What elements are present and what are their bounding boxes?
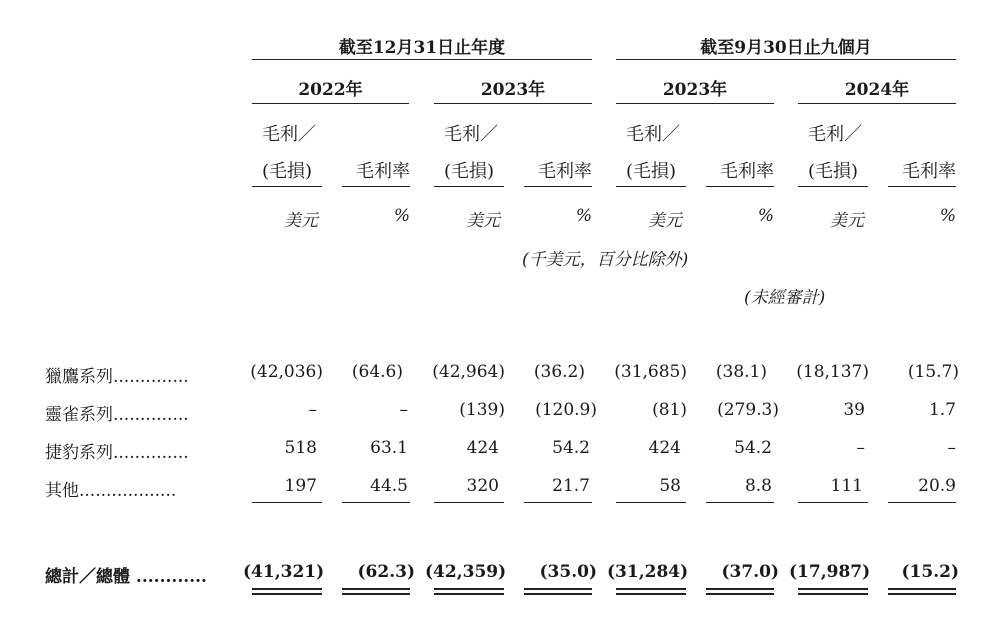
- col-header-gross-profit: 毛利／: [262, 124, 316, 145]
- unit-usd: 美元: [284, 211, 318, 231]
- subtotal-rule: [616, 502, 686, 503]
- table-cell: (64.6): [351, 362, 403, 382]
- total-cell: (15.2): [901, 562, 959, 582]
- col-header-gross-loss: (毛損): [262, 161, 313, 182]
- group-header-fiscal-year: 截至12月31日止年度: [338, 38, 506, 58]
- unit-usd: 美元: [648, 211, 682, 231]
- table-cell: 424: [466, 438, 499, 458]
- year-header-rule: [252, 103, 409, 104]
- row-label: 獵鷹系列..............: [45, 367, 189, 387]
- year-header-2023-9m: 2023年: [662, 80, 728, 100]
- table-cell: (18,137): [796, 362, 869, 382]
- total-double-rule: [342, 588, 410, 595]
- unit-percent: %: [575, 206, 592, 226]
- subtotal-rule: [434, 502, 504, 503]
- table-cell: (31,685): [614, 362, 687, 382]
- unit-usd: 美元: [830, 211, 864, 231]
- total-double-rule: [434, 588, 504, 595]
- table-cell: 424: [648, 438, 681, 458]
- year-header-2024-9m: 2024年: [844, 80, 910, 100]
- col-header-rule: [342, 186, 410, 187]
- total-cell: (37.0): [721, 562, 779, 582]
- table-cell: –: [399, 400, 408, 420]
- total-double-rule: [252, 588, 322, 595]
- table-cell: (279.3): [717, 400, 779, 420]
- total-double-rule: [888, 588, 956, 595]
- row-label: 靈雀系列..............: [45, 405, 189, 425]
- table-cell: 44.5: [370, 476, 408, 496]
- total-double-rule: [616, 588, 686, 595]
- total-double-rule: [524, 588, 592, 595]
- col-header-margin: 毛利率: [902, 161, 956, 182]
- col-header-rule: [616, 186, 686, 187]
- col-header-margin: 毛利率: [356, 161, 410, 182]
- table-cell: –: [856, 438, 865, 458]
- table-cell: 8.8: [744, 476, 772, 496]
- group-header-rule: [252, 59, 592, 60]
- unaudited-note: (未經審計): [744, 288, 826, 308]
- year-header-rule: [616, 103, 774, 104]
- table-cell: 54.2: [734, 438, 772, 458]
- table-cell: 21.7: [552, 476, 590, 496]
- table-cell: 518: [284, 438, 317, 458]
- col-header-gross-profit: 毛利／: [808, 124, 862, 145]
- col-header-rule: [798, 186, 868, 187]
- group-header-rule: [616, 59, 956, 60]
- col-header-rule: [706, 186, 774, 187]
- col-header-gross-profit: 毛利／: [626, 124, 680, 145]
- col-header-gross-loss: (毛損): [626, 161, 677, 182]
- table-cell: (42,036): [250, 362, 323, 382]
- subtotal-rule: [252, 502, 322, 503]
- unit-percent: %: [393, 206, 410, 226]
- unit-percent: %: [757, 206, 774, 226]
- table-cell: (81): [652, 400, 687, 420]
- col-header-margin: 毛利率: [720, 161, 774, 182]
- table-cell: 320: [466, 476, 499, 496]
- col-header-rule: [888, 186, 956, 187]
- total-double-rule: [798, 588, 868, 595]
- total-double-rule: [706, 588, 774, 595]
- table-cell: (139): [459, 400, 505, 420]
- total-cell: (62.3): [357, 562, 415, 582]
- total-cell: (35.0): [539, 562, 597, 582]
- table-cell: (15.7): [907, 362, 959, 382]
- group-header-nine-months: 截至9月30日止九個月: [700, 38, 872, 58]
- table-cell: (38.1): [715, 362, 767, 382]
- table-cell: 39: [843, 400, 865, 420]
- unit-percent: %: [939, 206, 956, 226]
- year-header-rule: [798, 103, 956, 104]
- total-cell: (31,284): [607, 562, 689, 582]
- total-cell: (17,987): [789, 562, 871, 582]
- unit-usd: 美元: [466, 211, 500, 231]
- subtotal-rule: [706, 502, 774, 503]
- col-header-margin: 毛利率: [538, 161, 592, 182]
- row-label: 其他..................: [45, 481, 177, 501]
- table-cell: 63.1: [370, 438, 408, 458]
- row-label: 捷豹系列..............: [45, 443, 189, 463]
- table-cell: 1.7: [928, 400, 956, 420]
- table-cell: 111: [830, 476, 863, 496]
- total-cell: (41,321): [243, 562, 325, 582]
- year-header-2023-fy: 2023年: [480, 80, 546, 100]
- table-cell: 58: [659, 476, 681, 496]
- col-header-gross-loss: (毛損): [808, 161, 859, 182]
- table-cell: 20.9: [918, 476, 956, 496]
- col-header-rule: [252, 186, 322, 187]
- table-cell: (36.2): [533, 362, 585, 382]
- subtotal-rule: [798, 502, 868, 503]
- subtotal-rule: [888, 502, 956, 503]
- col-header-rule: [434, 186, 504, 187]
- col-header-gross-profit: 毛利／: [444, 124, 498, 145]
- table-cell: (42,964): [432, 362, 505, 382]
- col-header-gross-loss: (毛損): [444, 161, 495, 182]
- subtotal-rule: [524, 502, 592, 503]
- units-note: (千美元，百分比除外): [522, 250, 689, 270]
- table-cell: –: [947, 438, 956, 458]
- total-label: 總計／總體 ............: [45, 567, 207, 587]
- total-cell: (42,359): [425, 562, 507, 582]
- table-cell: 197: [284, 476, 317, 496]
- col-header-rule: [524, 186, 592, 187]
- year-header-2022: 2022年: [298, 80, 363, 100]
- table-cell: (120.9): [535, 400, 597, 420]
- table-cell: –: [308, 400, 317, 420]
- table-cell: 54.2: [552, 438, 590, 458]
- year-header-rule: [434, 103, 592, 104]
- subtotal-rule: [342, 502, 410, 503]
